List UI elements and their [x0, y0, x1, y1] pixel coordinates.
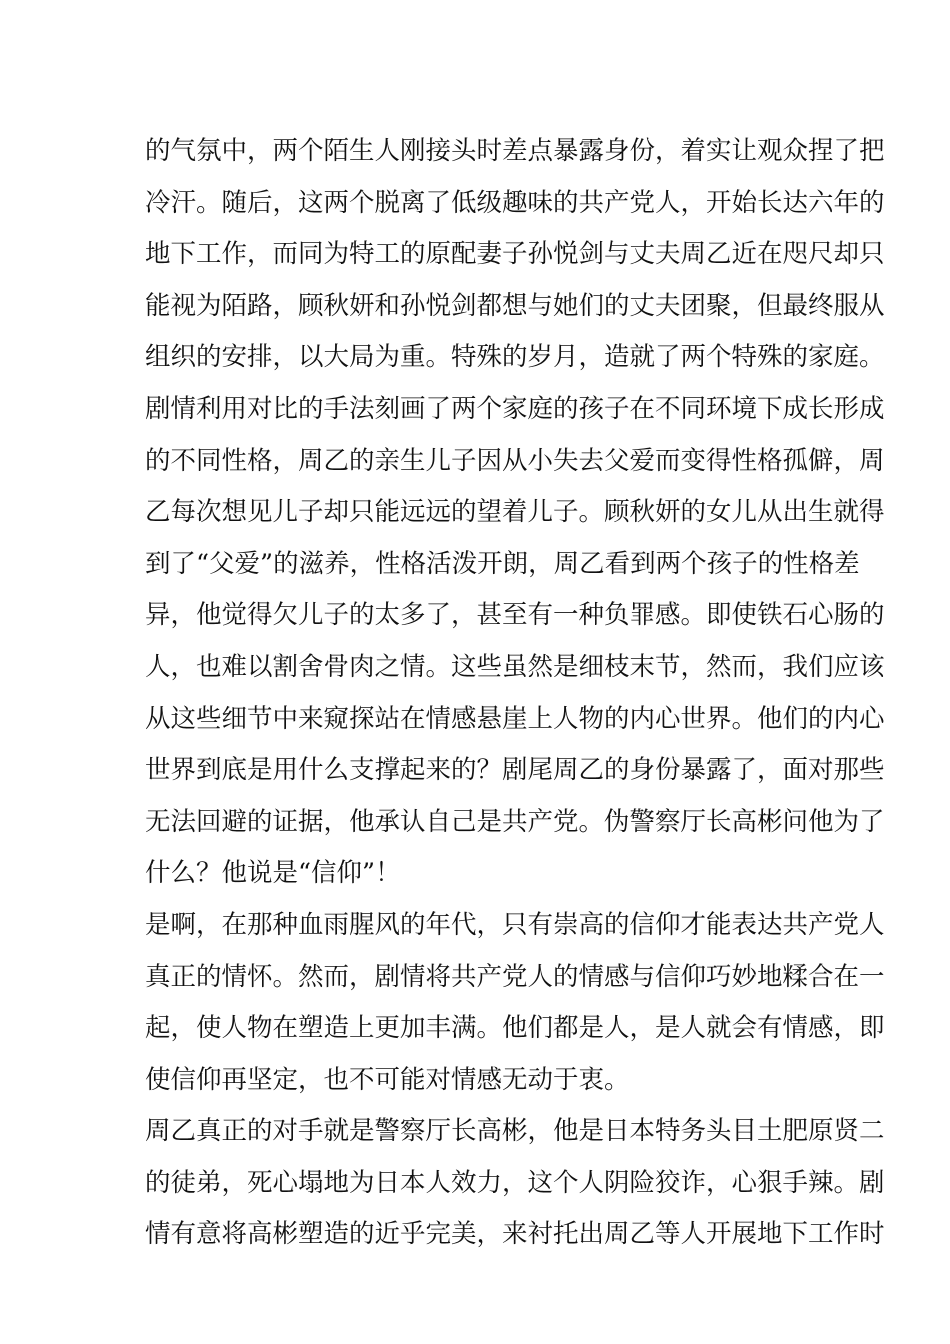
text-line: 地下工作，而同为特工的原配妻子孙悦剑与丈夫周乙近在咫尺却只 — [145, 239, 885, 270]
text-line: 的气氛中，两个陌生人刚接头时差点暴露身份，着实让观众捏了把 — [145, 136, 885, 166]
text-line: 剧情利用对比的手法刻画了两个家庭的孩子在不同环境下成长形成 — [145, 393, 885, 424]
text-line: 无法回避的证据，他承认自己是共产党。伪警察厅长高彬问他为了 — [145, 806, 885, 837]
text-line: 的徒弟，死心塌地为日本人效力，这个人阴险狡诈，心狠手辣。剧 — [145, 1167, 885, 1198]
text-line: 的不同性格，周乙的亲生儿子因从小失去父爱而变得性格孤僻，周 — [145, 445, 885, 476]
text-line: 到了“父爱”的滋养，性格活泼开朗，周乙看到两个孩子的性格差 — [145, 548, 860, 579]
text-line: 异，他觉得欠儿子的太多了，甚至有一种负罪感。即使铁石心肠的 — [145, 600, 885, 631]
text-line: 能视为陌路，顾秋妍和孙悦剑都想与她们的丈夫团聚，但最终服从 — [145, 290, 885, 321]
text-line: 使信仰再坚定，也不可能对情感无动于衷。 — [145, 1064, 630, 1095]
text-line: 什么？他说是“信仰”！ — [145, 858, 401, 889]
text-line: 周乙真正的对手就是警察厅长高彬，他是日本特务头目土肥原贤二 — [145, 1116, 885, 1147]
text-line: 世界到底是用什么支撑起来的？剧尾周乙的身份暴露了，面对那些 — [145, 755, 885, 786]
text-line: 是啊，在那种血雨腥风的年代，只有崇高的信仰才能表达共产党人 — [145, 909, 885, 940]
text-line: 起，使人物在塑造上更加丰满。他们都是人，是人就会有情感，即 — [145, 1013, 885, 1044]
text-line: 组织的安排，以大局为重。特殊的岁月，造就了两个特殊的家庭。 — [145, 342, 885, 373]
text-line: 冷汗。随后，这两个脱离了低级趣味的共产党人，开始长达六年的 — [145, 187, 885, 218]
text-line: 从这些细节中来窥探站在情感悬崖上人物的内心世界。他们的内心 — [145, 703, 885, 734]
text-line: 情有意将高彬塑造的近乎完美，来衬托出周乙等人开展地下工作时 — [145, 1219, 885, 1250]
text-line: 乙每次想见儿子却只能远远的望着儿子。顾秋妍的女儿从出生就得 — [145, 497, 885, 528]
text-line: 人，也难以割舍骨肉之情。这些虽然是细枝末节，然而，我们应该 — [145, 651, 885, 682]
text-line: 真正的情怀。然而，剧情将共产党人的情感与信仰巧妙地糅合在一 — [145, 961, 885, 992]
body-text — [145, 126, 885, 1261]
